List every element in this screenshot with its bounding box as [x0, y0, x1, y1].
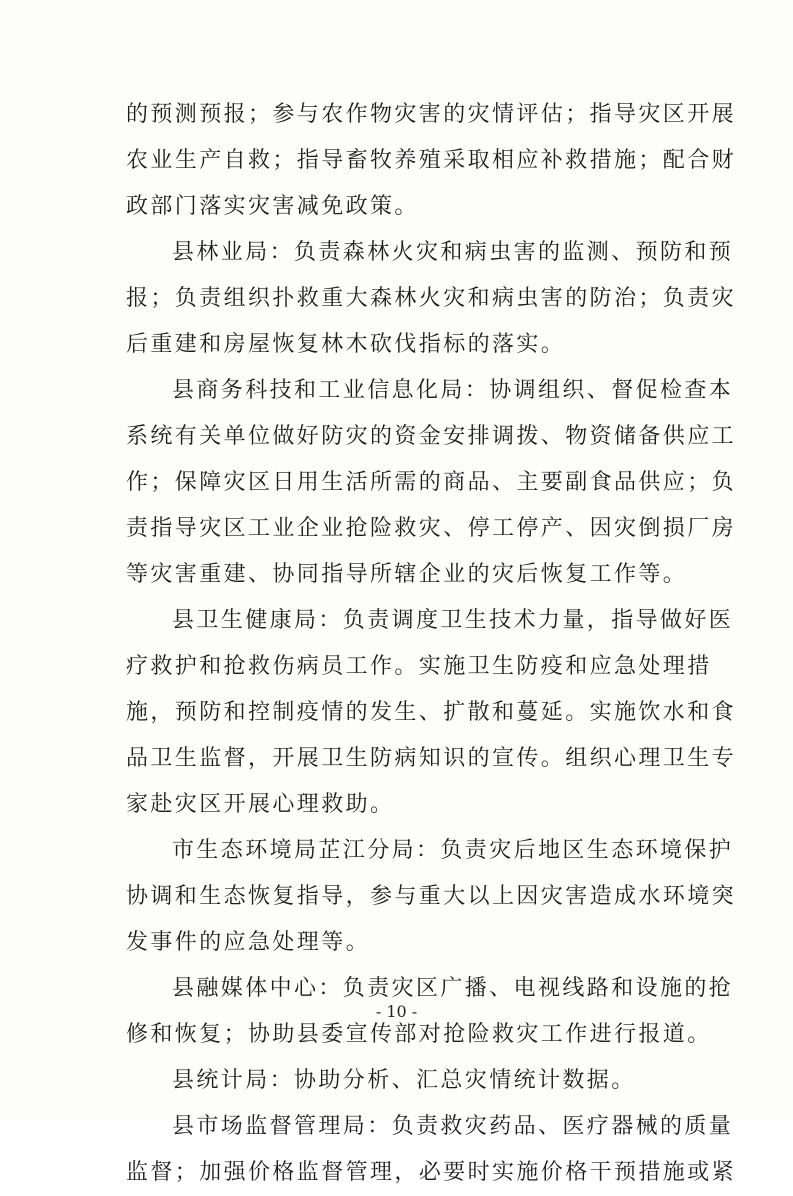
- text-line: 县卫生健康局：负责调度卫生技术力量，指导做好医: [172, 608, 734, 633]
- text-line: 县市场监督管理局：负责救灾药品、医疗器械的质量: [172, 1114, 734, 1139]
- text-line: 品卫生监督，开展卫生防病知识的宣传。组织心理卫生专: [126, 746, 737, 771]
- document-body: [126, 92, 737, 1196]
- text-line: 后重建和房屋恢复林木砍伐指标的落实。: [126, 332, 566, 357]
- text-line: 的预测预报；参与农作物灾害的灾情评估；指导灾区开展: [126, 102, 737, 127]
- text-line: 县统计局：协助分析、汇总灾情统计数据。: [172, 1068, 636, 1093]
- text-line: 农业生产自救；指导畜牧养殖采取相应补救措施；配合财: [126, 148, 737, 173]
- text-line: 县商务科技和工业信息化局：协调组织、督促检查本: [172, 378, 734, 403]
- text-line: 作；保障灾区日用生活所需的商品、主要副食品供应；负: [126, 470, 737, 495]
- text-line: 县林业局：负责森林火灾和病虫害的监测、预防和预: [172, 240, 734, 265]
- text-line: 监督；加强价格监督管理，必要时实施价格干预措施或紧: [126, 1160, 737, 1185]
- text-line: 等灾害重建、协同指导所辖企业的灾后恢复工作等。: [126, 562, 688, 587]
- text-line: 政部门落实灾害减免政策。: [126, 194, 419, 219]
- text-line: 修和恢复；协助县委宣传部对抢险救灾工作进行报道。: [126, 1022, 712, 1047]
- text-line: 系统有关单位做好防灾的资金安排调拨、物资储备供应工: [126, 424, 737, 449]
- text-line: 报；负责组织扑救重大森林火灾和病虫害的防治；负责灾: [126, 286, 737, 311]
- text-line: 疗救护和抢救伤病员工作。实施卫生防疫和应急处理措: [126, 654, 712, 679]
- text-line: 县融媒体中心：负责灾区广播、电视线路和设施的抢: [172, 976, 734, 1001]
- text-line: 家赴灾区开展心理救助。: [126, 792, 395, 817]
- text-line: 协调和生态恢复指导，参与重大以上因灾害造成水环境突: [126, 884, 737, 909]
- page-number: - 10 -: [375, 1002, 418, 1021]
- text-line: 施，预防和控制疫情的发生、扩散和蔓延。实施饮水和食: [126, 700, 737, 725]
- text-line: 发事件的应急处理等。: [126, 930, 371, 955]
- text-line: 市生态环境局芷江分局：负责灾后地区生态环境保护: [172, 838, 734, 863]
- text-line: 责指导灾区工业企业抢险救灾、停工停产、因灾倒损厂房: [126, 516, 737, 541]
